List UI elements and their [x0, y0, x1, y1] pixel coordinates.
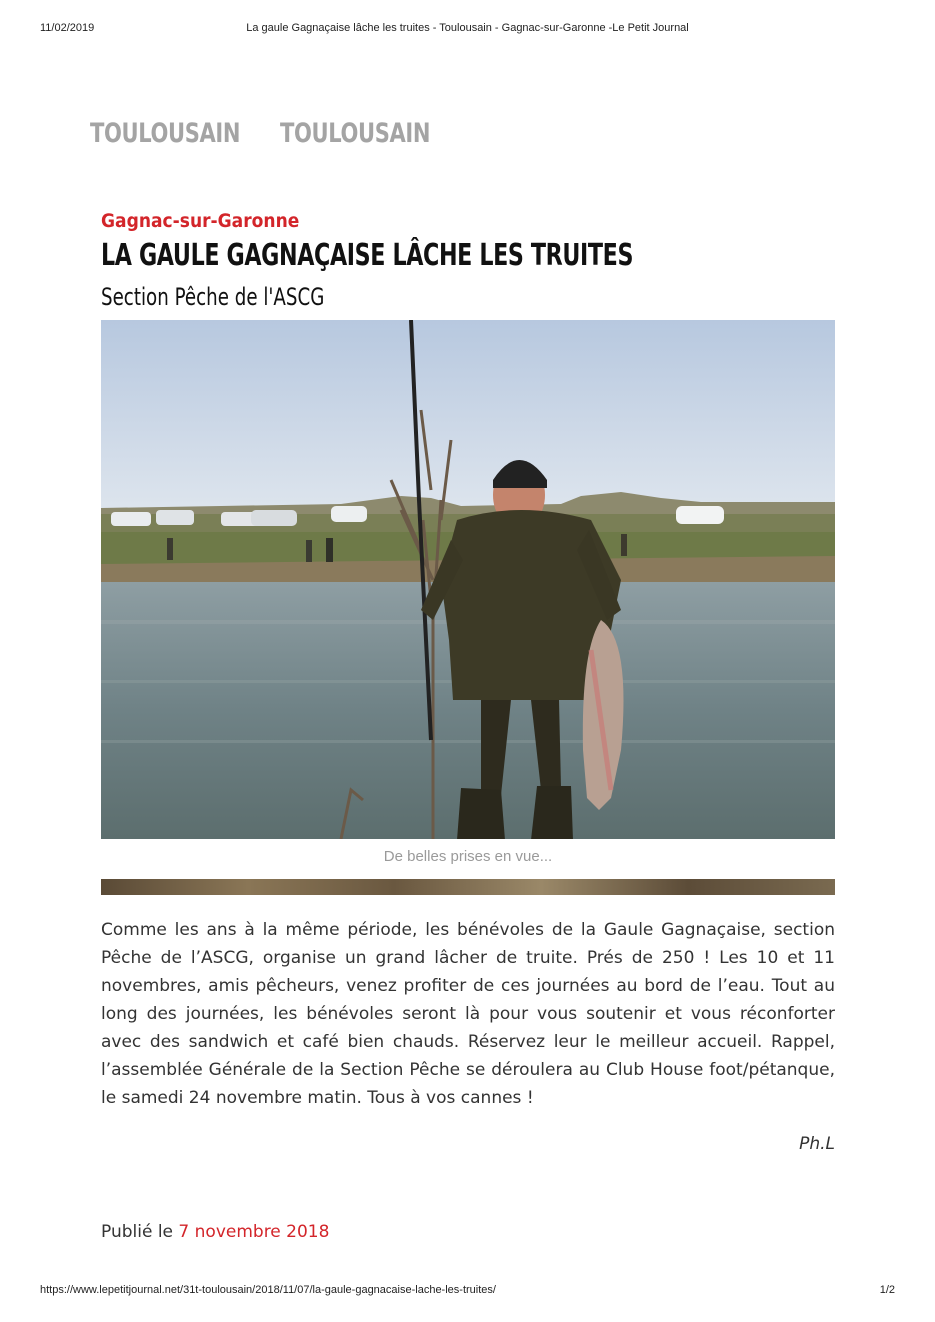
section-nav	[90, 118, 460, 158]
article-body: Comme les ans à la même période, les bénévoles de la Gaule Gagnaçaise, section Pêche de l’ASCG, organise un grand lâcher de truite. Prés de 250 ! Les 10 et 11 novembres, amis pêcheurs, venez profiter de ces journées au bord de l’eau. Tout au long des journées, les bénévoles seront là pour vous soutenir et vous réconforter avec des sandwich et café bien chauds. Réservez leur le meilleur accueil. Rappel, l’assemblée Générale de la Section Pêche se déroulera au Club House foot/pétanque, le samedi 24 novembre matin. Tous à vos cannes !	[101, 920, 835, 1108]
print-footer	[40, 1284, 895, 1300]
article-signature: Ph.L	[799, 1134, 835, 1154]
print-date: 11/02/2019	[40, 22, 95, 34]
print-page-number: 1/2	[879, 1284, 895, 1296]
article-kicker-location[interactable]: Gagnac-sur-Garonne	[101, 210, 300, 232]
fisherman-photo-illustration	[101, 320, 835, 839]
published-line	[101, 1222, 329, 1242]
section-nav-link[interactable]: TOULOUSAIN	[280, 118, 431, 149]
article-photo	[101, 320, 835, 839]
article-headline: LA GAULE GAGNAÇAISE LÂCHE LES TRUITES	[101, 238, 634, 273]
section-nav-link[interactable]: TOULOUSAIN	[90, 118, 241, 149]
photo-strip	[101, 879, 835, 895]
print-title: La gaule Gagnaçaise lâche les truites - Toulousain - Gagnac-sur-Garonne -Le Petit Journal	[246, 22, 689, 34]
published-date-link[interactable]: 7 novembre 2018	[178, 1222, 330, 1242]
published-prefix: Publié le	[101, 1222, 174, 1242]
article-subhead: Section Pêche de l'ASCG	[101, 283, 325, 311]
print-header	[40, 22, 895, 38]
photo-caption: De belles prises en vue...	[383, 848, 553, 865]
print-url: https://www.lepetitjournal.net/31t-toulousain/2018/11/07/la-gaule-gagnacaise-lache-les-truites/	[40, 1284, 496, 1296]
